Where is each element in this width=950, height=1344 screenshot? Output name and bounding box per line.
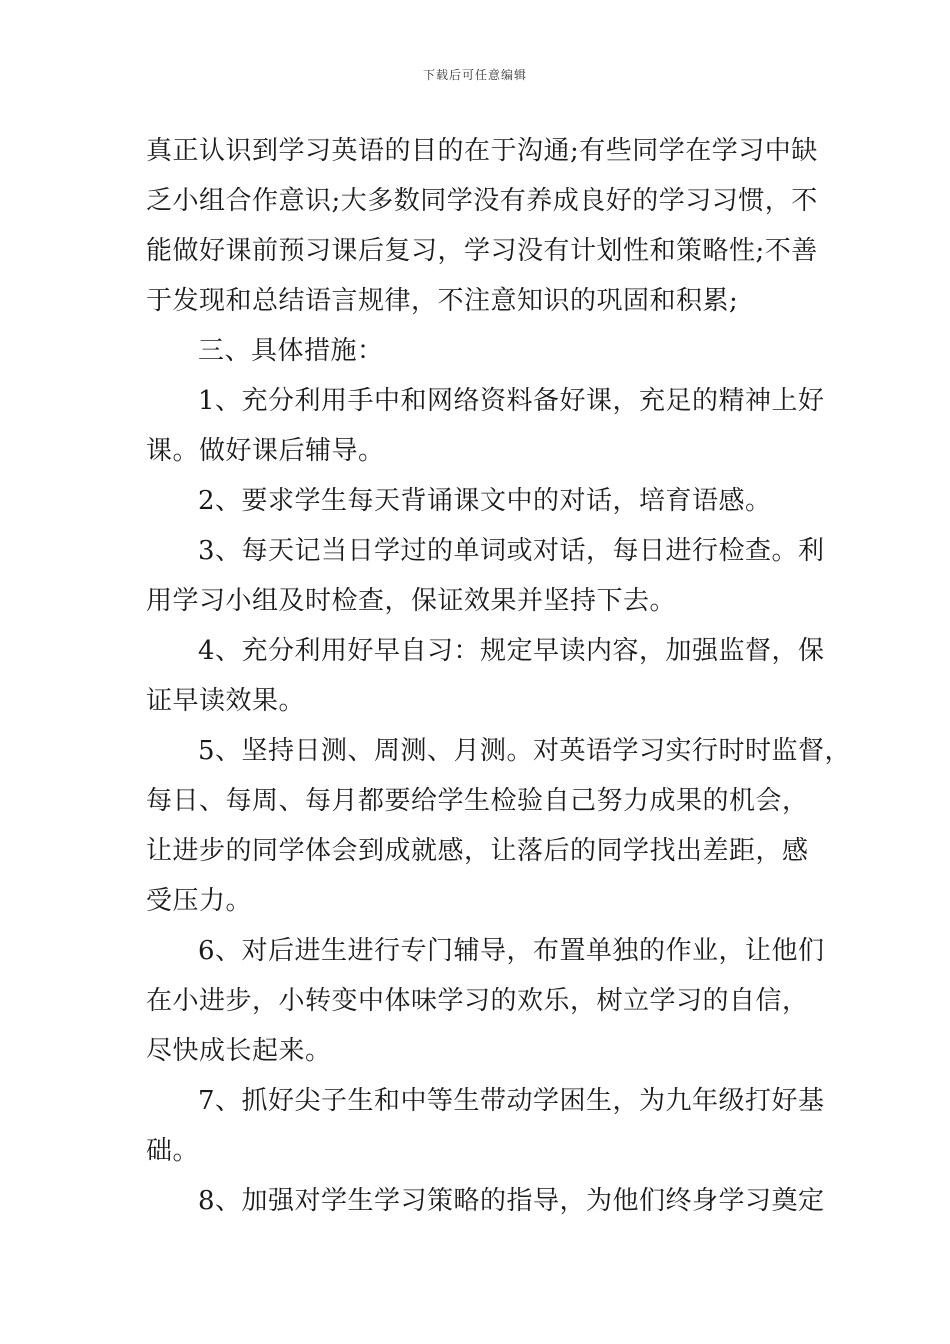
text-line: 尽快成长起来。 <box>146 1036 332 1066</box>
text-line: 真正认识到学习英语的目的在于沟通;有些同学在学习中缺 <box>146 136 818 166</box>
list-item-4: 4、充分利用好早自习：规定早读内容，加强监督，保 <box>198 636 825 666</box>
list-item-1: 1、充分利用手中和网络资料备好课，充足的精神上好 <box>198 386 825 416</box>
text-line: 课。做好课后辅导。 <box>146 436 385 466</box>
list-item-5: 5、坚持日测、周测、月测。对英语学习实行时时监督， <box>198 736 852 766</box>
text-line: 在小进步，小转变中体味学习的欢乐，树立学习的自信， <box>146 986 809 1016</box>
text-line: 用学习小组及时检查，保证效果并坚持下去。 <box>146 586 677 616</box>
text-line: 能做好课前预习课后复习，学习没有计划性和策略性;不善 <box>146 236 818 266</box>
text-line: 础。 <box>146 1136 200 1166</box>
text-line: 乏小组合作意识;大多数同学没有养成良好的学习习惯，不 <box>146 186 818 216</box>
list-item-2: 2、要求学生每天背诵课文中的对话，培育语感。 <box>198 486 772 516</box>
text-line: 证早读效果。 <box>146 686 306 716</box>
text-line: 于发现和总结语言规律，不注意知识的巩固和积累; <box>146 286 739 316</box>
text-line: 让进步的同学体会到成就感，让落后的同学找出差距，感 <box>146 836 809 866</box>
page-header: 下载后可任意编辑 <box>422 68 527 82</box>
text-line: 受压力。 <box>146 886 253 916</box>
document-body <box>146 126 852 1226</box>
list-item-6: 6、对后进生进行专门辅导，布置单独的作业，让他们 <box>198 936 825 966</box>
list-item-7: 7、抓好尖子生和中等生带动学困生，为九年级打好基 <box>198 1086 825 1116</box>
text-line: 每日、每周、每月都要给学生检验自己努力成果的机会， <box>146 786 809 816</box>
section-heading: 三、具体措施： <box>198 336 384 366</box>
list-item-3: 3、每天记当日学过的单词或对话，每日进行检查。利 <box>198 536 825 566</box>
list-item-8: 8、加强对学生学习策略的指导，为他们终身学习奠定 <box>198 1186 825 1216</box>
